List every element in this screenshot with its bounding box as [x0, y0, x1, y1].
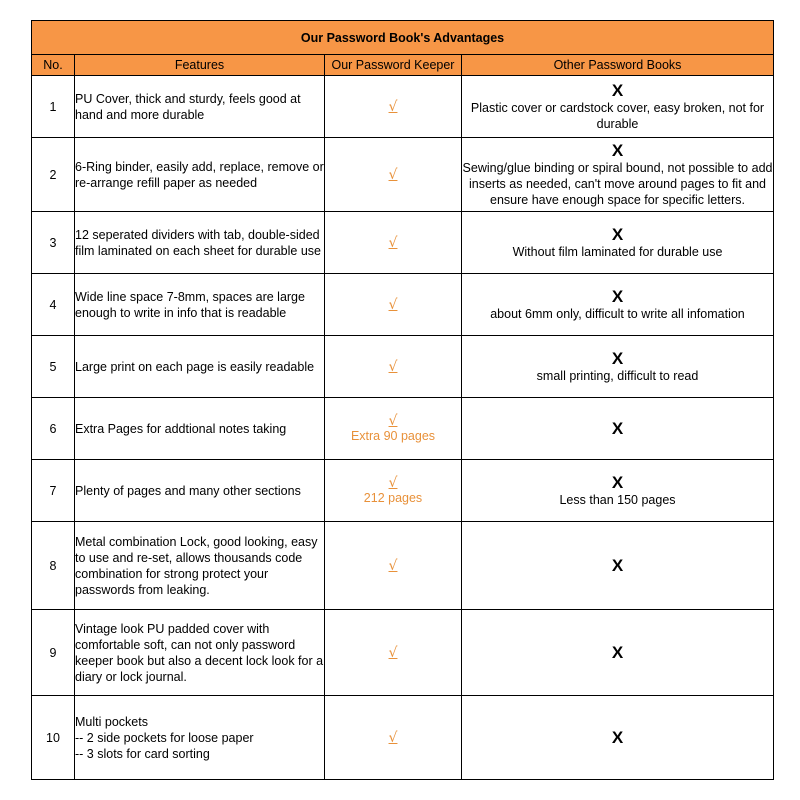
row-feature: Metal combination Lock, good looking, easy to use and re-set, allows thousands code combination for strong protect your passwords from leaking. [75, 522, 325, 610]
row-number: 10 [32, 696, 75, 780]
row-other [462, 76, 774, 138]
row-ours-note: 212 pages [363, 491, 423, 505]
check-icon: √ [388, 166, 398, 183]
x-mark-icon: X [611, 224, 624, 244]
header-row [32, 55, 774, 76]
title-row [32, 21, 774, 55]
x-mark-icon: X [611, 642, 624, 662]
row-feature: Wide line space 7-8mm, spaces are large enough to write in info that is readable [75, 274, 325, 336]
x-mark-icon: X [611, 418, 624, 438]
row-ours [325, 274, 462, 336]
row-other [462, 696, 774, 780]
row-other-text: Sewing/glue binding or spiral bound, not possible to add inserts as needed, can't move around pages to fit and ensure have enough space for specific letters. [462, 160, 773, 207]
row-number: 7 [32, 460, 75, 522]
row-feature: Plenty of pages and many other sections [75, 460, 325, 522]
comparison-table [31, 20, 774, 780]
table-row [32, 398, 774, 460]
row-ours [325, 398, 462, 460]
row-number: 8 [32, 522, 75, 610]
row-other-text: Plastic cover or cardstock cover, easy broken, not for durable [470, 100, 765, 131]
table-row [32, 696, 774, 780]
table-row [32, 212, 774, 274]
row-ours [325, 610, 462, 696]
row-other [462, 336, 774, 398]
table-row [32, 522, 774, 610]
row-other [462, 212, 774, 274]
header-others: Other Password Books [462, 55, 774, 76]
table-title: Our Password Book's Advantages [32, 21, 774, 55]
row-number: 4 [32, 274, 75, 336]
row-other [462, 610, 774, 696]
row-number: 3 [32, 212, 75, 274]
x-mark-icon: X [611, 348, 624, 368]
check-icon: √ [388, 729, 398, 746]
row-number: 2 [32, 138, 75, 212]
x-mark-icon: X [611, 472, 624, 492]
table-row [32, 274, 774, 336]
table-row [32, 76, 774, 138]
table-row [32, 460, 774, 522]
row-ours [325, 460, 462, 522]
row-ours [325, 522, 462, 610]
x-mark-icon: X [611, 140, 624, 160]
x-mark-icon: X [611, 80, 624, 100]
row-ours [325, 696, 462, 780]
row-ours [325, 212, 462, 274]
row-feature: 12 seperated dividers with tab, double-sided film laminated on each sheet for durable use [75, 212, 325, 274]
row-feature: Multi pockets -- 2 side pockets for loose paper -- 3 slots for card sorting [75, 696, 325, 780]
row-other [462, 522, 774, 610]
row-other [462, 138, 774, 212]
row-number: 1 [32, 76, 75, 138]
row-other [462, 460, 774, 522]
row-feature: PU Cover, thick and sturdy, feels good at hand and more durable [75, 76, 325, 138]
check-icon: √ [388, 557, 398, 574]
row-ours [325, 138, 462, 212]
check-icon: √ [388, 234, 398, 251]
check-icon: √ [388, 98, 398, 115]
row-other [462, 398, 774, 460]
row-feature: Vintage look PU padded cover with comfortable soft, can not only password keeper book but also a decent lock look for a diary or lock journal. [75, 610, 325, 696]
row-other [462, 274, 774, 336]
row-number: 9 [32, 610, 75, 696]
check-icon: √ [388, 644, 398, 661]
row-other-text: about 6mm only, difficult to write all infomation [490, 306, 745, 321]
row-feature: Large print on each page is easily readable [75, 336, 325, 398]
row-number: 5 [32, 336, 75, 398]
header-features: Features [75, 55, 325, 76]
check-icon: √ [388, 413, 398, 429]
check-icon: √ [388, 358, 398, 375]
row-other-text: Less than 150 pages [559, 492, 676, 507]
row-ours [325, 336, 462, 398]
row-other-text: small printing, difficult to read [536, 368, 699, 383]
x-mark-icon: X [611, 555, 624, 575]
header-ours: Our Password Keeper [325, 55, 462, 76]
row-other-text: Without film laminated for durable use [512, 244, 723, 259]
row-ours [325, 76, 462, 138]
row-feature: 6-Ring binder, easily add, replace, remove or re-arrange refill paper as needed [75, 138, 325, 212]
row-ours-note: Extra 90 pages [350, 429, 436, 443]
check-icon: √ [388, 296, 398, 313]
table-row [32, 336, 774, 398]
row-feature: Extra Pages for addtional notes taking [75, 398, 325, 460]
x-mark-icon: X [611, 286, 624, 306]
check-icon: √ [388, 475, 398, 491]
row-number: 6 [32, 398, 75, 460]
table-row [32, 138, 774, 212]
table-row [32, 610, 774, 696]
header-no: No. [32, 55, 75, 76]
x-mark-icon: X [611, 727, 624, 747]
